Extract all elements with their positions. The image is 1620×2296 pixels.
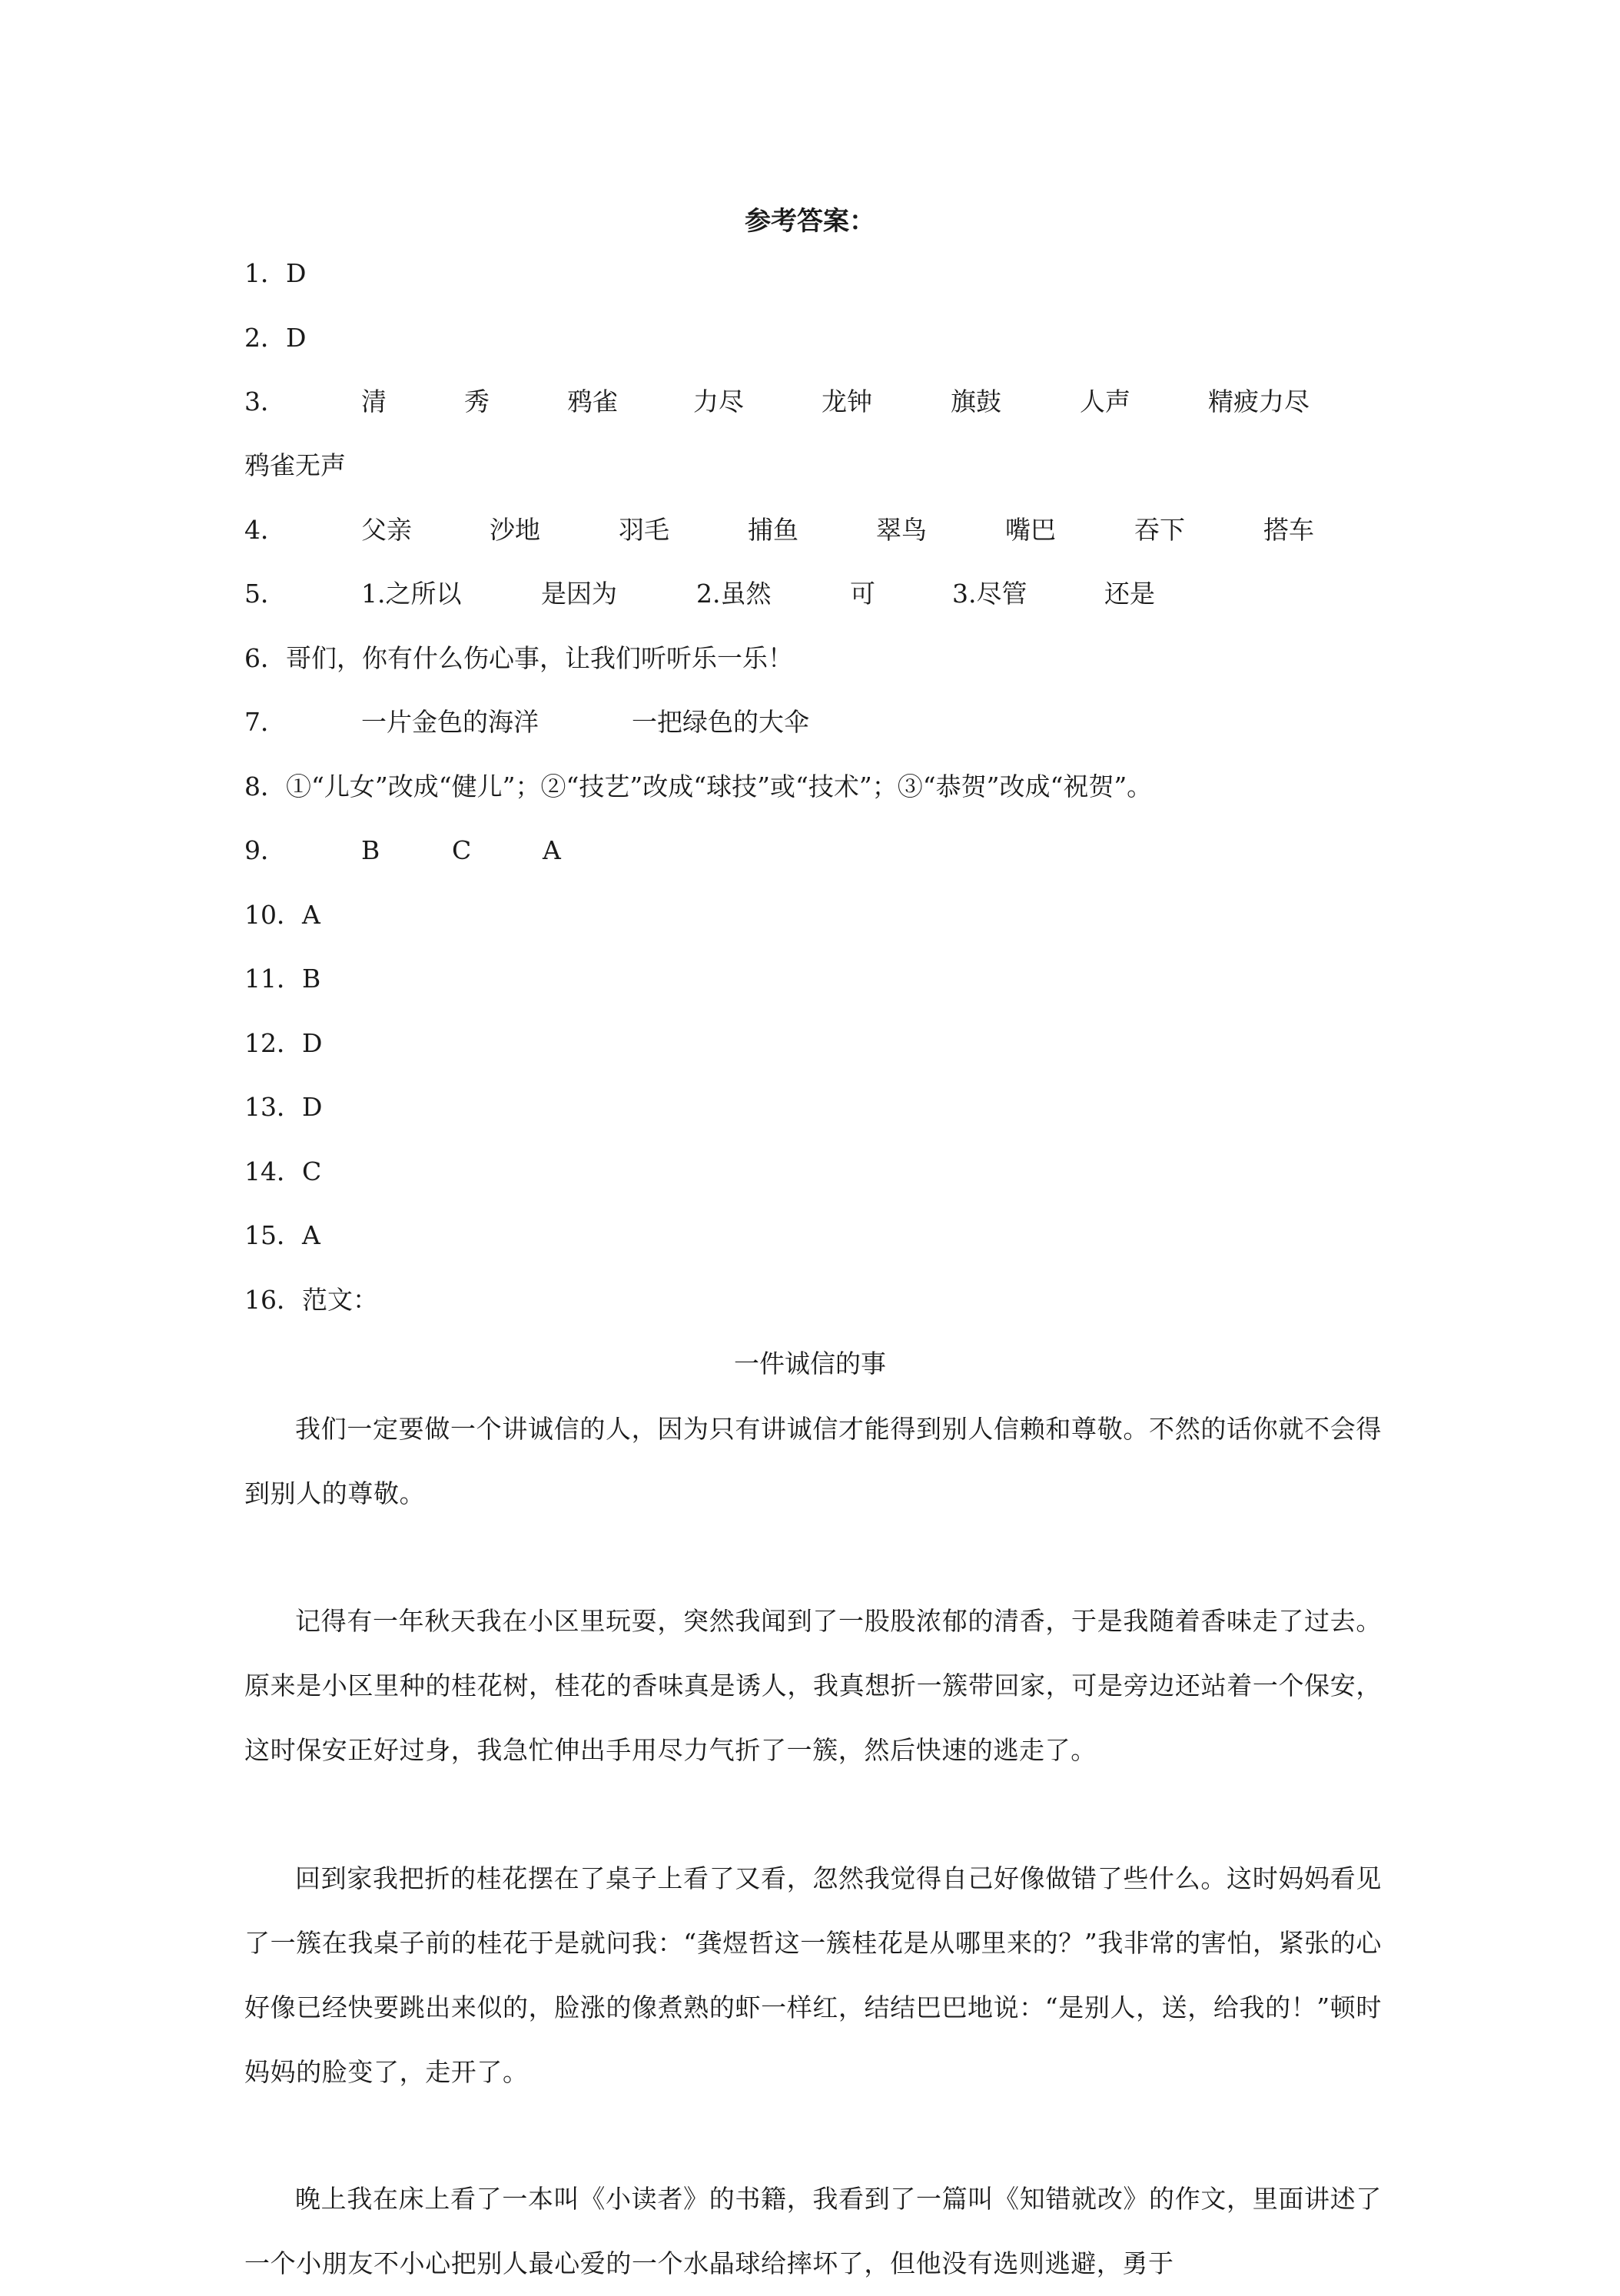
answer-2 bbox=[244, 318, 306, 358]
answer-item: 一片金色的海洋 bbox=[361, 707, 539, 737]
answer-number: 4． bbox=[244, 515, 286, 545]
essay-title: 一件诚信的事 bbox=[734, 1349, 886, 1379]
answer-4 bbox=[244, 510, 1397, 550]
answer-item: C bbox=[452, 835, 472, 865]
answer-12 bbox=[244, 1024, 322, 1063]
answer-text: 15．A bbox=[244, 1220, 320, 1250]
answer-text: 14．C bbox=[244, 1156, 322, 1186]
essay-paragraph: 回到家我把折的桂花摆在了桌子上看了又看，忽然我觉得自己好像做错了些什么。这时妈妈看见了一簇在我桌子前的桂花于是就问我：“龚煜哲这一簇桂花是从哪里来的？”我非常的害怕，紧张的心好像已经快要跳出来似的，脸涨的像煮熟的虾一样红，结结巴巴地说：“是别人，送，给我的！”顿时妈妈的脸变了，走开了。 bbox=[244, 1863, 1382, 2087]
answer-number: 3． bbox=[244, 387, 286, 416]
answer-7 bbox=[244, 702, 1397, 742]
answer-item: 2.虽然 bbox=[696, 579, 772, 609]
answer-item: 羽毛 bbox=[619, 515, 669, 545]
answer-text: 10．A bbox=[244, 900, 320, 930]
answer-10 bbox=[244, 895, 320, 935]
answer-item: 吞下 bbox=[1134, 515, 1185, 545]
answer-text: 16．范文： bbox=[244, 1285, 378, 1315]
answer-item: 龙钟 bbox=[822, 387, 872, 416]
answer-item: 一把绿色的大伞 bbox=[632, 707, 809, 737]
answer-5 bbox=[244, 574, 1397, 614]
answer-1 bbox=[244, 254, 306, 294]
answer-3-continued: 鸦雀无声 bbox=[244, 450, 346, 480]
answer-text: 6．哥们，你有什么伤心事，让我们听听乐一乐！ bbox=[244, 643, 793, 673]
essay-paragraph: 晚上我在床上看了一本叫《小读者》的书籍，我看到了一篇叫《知错就改》的作文，里面讲述了一个小朋友不小心把别人最心爱的一个水晶球给摔坏了，但他没有选则逃避，勇于 bbox=[244, 2184, 1382, 2278]
answer-8 bbox=[244, 767, 1152, 807]
essay-paragraph: 记得有一年秋天我在小区里玩耍，突然我闻到了一股股浓郁的清香，于是我随着香味走了过去。原来是小区里种的桂花树，桂花的香味真是诱人，我真想折一簇带回家，可是旁边还站着一个保安，这时保安正好过身，我急忙伸出手用尽力气折了一簇，然后快速的逃走了。 bbox=[244, 1606, 1382, 1765]
answer-11 bbox=[244, 959, 320, 999]
answer-14 bbox=[244, 1152, 321, 1192]
answer-9 bbox=[244, 831, 1397, 871]
answer-text: 1．D bbox=[244, 258, 307, 288]
answer-item: 父亲 bbox=[361, 515, 412, 545]
answer-item: 人声 bbox=[1080, 387, 1130, 416]
answer-3 bbox=[244, 382, 1397, 422]
answer-item: 鸦雀 bbox=[567, 387, 618, 416]
answer-13 bbox=[244, 1087, 322, 1127]
answer-item: 嘴巴 bbox=[1005, 515, 1056, 545]
answer-item: 捕鱼 bbox=[748, 515, 798, 545]
answer-number: 5． bbox=[244, 579, 286, 609]
answer-number: 9． bbox=[244, 835, 286, 865]
answer-text: 2．D bbox=[244, 323, 307, 353]
answer-text: 8．①“儿女”改成“健儿”；②“技艺”改成“球技”或“技术”；③“恭贺”改成“祝贺”。 bbox=[244, 771, 1153, 801]
answer-item: 力尽 bbox=[693, 387, 744, 416]
essay-paragraph: 我们一定要做一个讲诚信的人，因为只有讲诚信才能得到别人信赖和尊敬。不然的话你就不会得到别人的尊敬。 bbox=[244, 1414, 1382, 1508]
answer-item: 3.尽管 bbox=[952, 579, 1027, 609]
answer-item: B bbox=[361, 835, 380, 865]
answer-item: A bbox=[543, 835, 561, 865]
answer-number: 7． bbox=[244, 707, 286, 737]
answer-text: 11．B bbox=[244, 964, 321, 994]
answer-item: 清 bbox=[361, 387, 387, 416]
answer-16 bbox=[244, 1280, 378, 1320]
answer-item: 搭车 bbox=[1263, 515, 1314, 545]
page-title: 参考答案： bbox=[745, 206, 875, 237]
answer-text: 13．D bbox=[244, 1092, 323, 1122]
answer-item: 沙地 bbox=[490, 515, 540, 545]
answer-15 bbox=[244, 1216, 320, 1256]
answer-text: 12．D bbox=[244, 1028, 323, 1058]
answer-item: 是因为 bbox=[541, 579, 617, 609]
answer-item: 可 bbox=[850, 579, 875, 609]
answer-item: 精疲力尽 bbox=[1208, 387, 1310, 416]
answer-item: 翠鸟 bbox=[876, 515, 927, 545]
answer-item: 还是 bbox=[1104, 579, 1155, 609]
answer-item: 秀 bbox=[464, 387, 490, 416]
answer-item: 1.之所以 bbox=[361, 579, 462, 609]
answer-item: 旗鼓 bbox=[951, 387, 1001, 416]
answer-6 bbox=[244, 639, 793, 679]
